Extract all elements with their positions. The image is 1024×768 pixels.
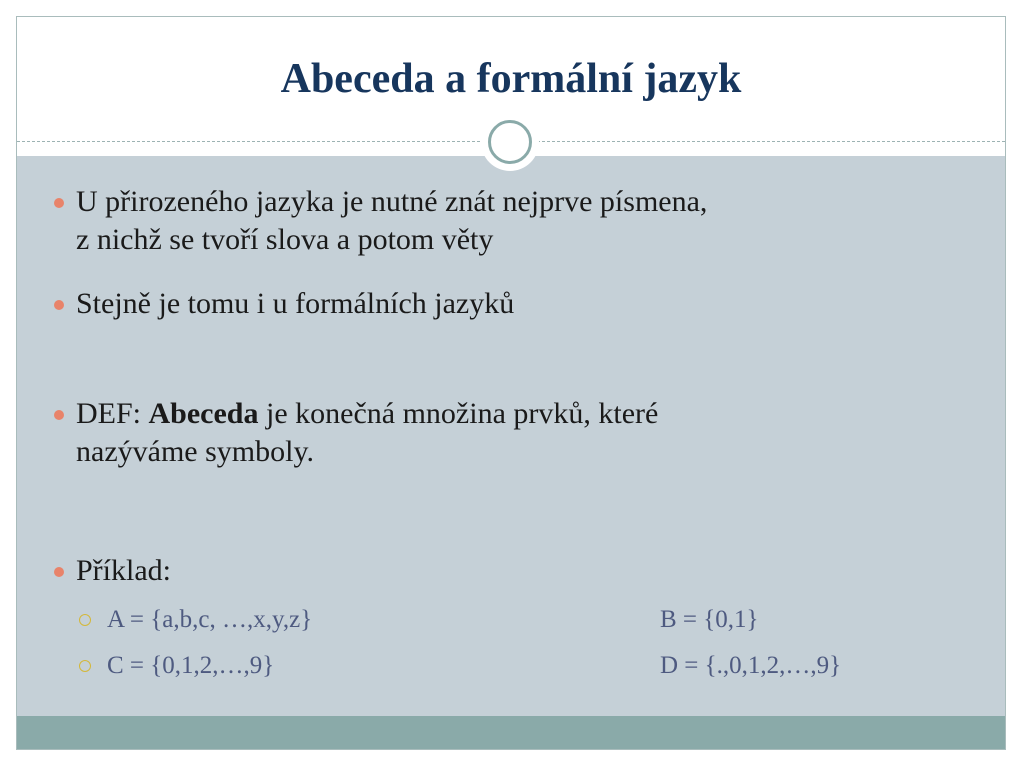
example-b <box>660 605 759 635</box>
definition-text-line2: nazýváme symboly. <box>76 435 314 468</box>
example-d <box>660 651 841 681</box>
bullet-dot-icon <box>54 300 64 310</box>
slide <box>16 16 1006 750</box>
example-heading: Příklad: <box>76 554 171 587</box>
example-c <box>107 651 274 681</box>
example-a-text: A = {a,b,c, …,x,y,z} <box>107 606 313 633</box>
slide-title: Abeceda a formální jazyk <box>280 56 742 102</box>
bullet-definition <box>76 395 976 471</box>
bullet-dot-icon <box>54 198 64 208</box>
definition-prefix: DEF: <box>76 397 149 430</box>
sub-bullet-ring-icon <box>79 660 91 672</box>
example-d-text: D = {.,0,1,2,…,9} <box>660 652 842 679</box>
bullet-text-line1: U přirozeného jazyka je nutné znát nejprve písmena, <box>76 185 708 218</box>
example-c-text: C = {0,1,2,…,9} <box>107 652 275 679</box>
bullet-example <box>76 552 976 590</box>
definition-text: je konečná množina prvků, které <box>258 397 659 430</box>
bullet-natural-language <box>76 183 976 259</box>
bullet-dot-icon <box>54 567 64 577</box>
bullet-text: Stejně je tomu i u formálních jazyků <box>76 287 515 320</box>
bullet-text-line2: z nichž se tvoří slova a potom věty <box>76 223 494 256</box>
definition-term: Abeceda <box>148 397 259 430</box>
circle-ring-icon <box>488 120 532 164</box>
example-b-text: B = {0,1} <box>660 606 759 633</box>
bullet-dot-icon <box>54 410 64 420</box>
bullet-formal-languages <box>76 285 976 323</box>
footer-band <box>17 716 1005 750</box>
example-a <box>107 605 312 635</box>
sub-bullet-ring-icon <box>79 614 91 626</box>
